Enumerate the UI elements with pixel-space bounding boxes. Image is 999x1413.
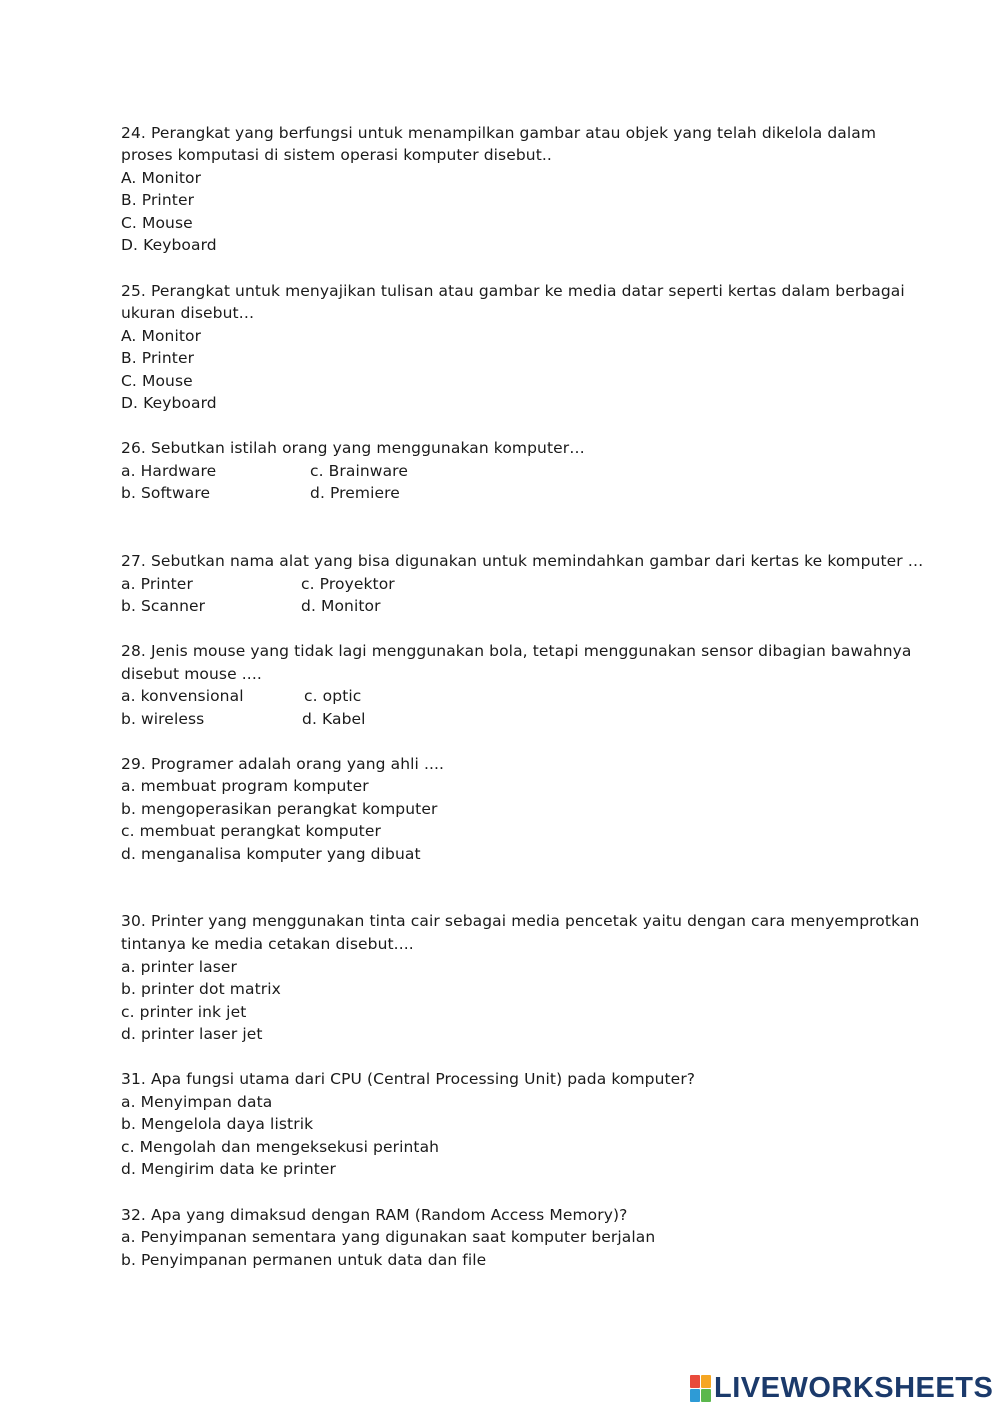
q25-option-d[interactable]: D. Keyboard [121, 394, 217, 412]
q25-option-c[interactable]: C. Mouse [121, 372, 193, 390]
q29-option-b[interactable]: b. mengoperasikan perangkat komputer [121, 800, 438, 818]
q30-option-c[interactable]: c. printer ink jet [121, 1003, 247, 1021]
q24-option-c[interactable]: C. Mouse [121, 214, 193, 232]
q24-option-a[interactable]: A. Monitor [121, 169, 202, 187]
q29-option-a[interactable]: a. membuat program komputer [121, 777, 369, 795]
logo-icon [690, 1375, 711, 1402]
q28-option-c[interactable]: c. optic [304, 687, 362, 705]
q31-text: 31. Apa fungsi utama dari CPU (Central Processing Unit) pada komputer? [121, 1070, 696, 1088]
q25-text: 25. Perangkat untuk menyajikan tulisan atau gambar ke media datar seperti kertas dalam berbagai [121, 282, 905, 300]
q24-text: 24. Perangkat yang berfungsi untuk menampilkan gambar atau objek yang telah dikelola dalam [121, 124, 877, 142]
q26-option-d[interactable]: d. Premiere [310, 484, 400, 502]
q25-option-a[interactable]: A. Monitor [121, 327, 202, 345]
q32-text: 32. Apa yang dimaksud dengan RAM (Random Access Memory)? [121, 1206, 628, 1224]
q27-option-a[interactable]: a. Printer [121, 575, 193, 593]
q24-option-d[interactable]: D. Keyboard [121, 236, 217, 254]
q27-option-d[interactable]: d. Monitor [301, 597, 381, 615]
q28-option-a[interactable]: a. konvensional [121, 687, 244, 705]
q25-text-cont: ukuran disebut… [121, 304, 255, 322]
q31-option-b[interactable]: b. Mengelola daya listrik [121, 1115, 314, 1133]
q24-option-b[interactable]: B. Printer [121, 191, 195, 209]
q31-option-c[interactable]: c. Mengolah dan mengeksekusi perintah [121, 1138, 440, 1156]
q29-option-d[interactable]: d. menganalisa komputer yang dibuat [121, 845, 421, 863]
q30-option-a[interactable]: a. printer laser [121, 958, 237, 976]
q26-text: 26. Sebutkan istilah orang yang menggunakan komputer… [121, 439, 585, 457]
q31-option-d[interactable]: d. Mengirim data ke printer [121, 1160, 337, 1178]
q31-option-a[interactable]: a. Menyimpan data [121, 1093, 273, 1111]
q26-option-c[interactable]: c. Brainware [310, 462, 408, 480]
q26-option-a[interactable]: a. Hardware [121, 462, 217, 480]
q27-text: 27. Sebutkan nama alat yang bisa digunakan untuk memindahkan gambar dari kertas ke komputer … [121, 552, 924, 570]
logo-square-1 [690, 1375, 700, 1388]
q30-option-b[interactable]: b. printer dot matrix [121, 980, 281, 998]
liveworksheets-logo [690, 1373, 993, 1403]
q30-text-cont: tintanya ke media cetakan disebut.... [121, 935, 414, 953]
q28-option-d[interactable]: d. Kabel [302, 710, 366, 728]
q32-option-b[interactable]: b. Penyimpanan permanen untuk data dan file [121, 1251, 487, 1269]
logo-square-2 [701, 1375, 711, 1388]
q28-option-b[interactable]: b. wireless [121, 710, 205, 728]
logo-text: LIVEWORKSHEETS [714, 1372, 994, 1404]
q27-option-b[interactable]: b. Scanner [121, 597, 206, 615]
q27-option-c[interactable]: c. Proyektor [301, 575, 395, 593]
q26-option-b[interactable]: b. Software [121, 484, 211, 502]
q32-option-a[interactable]: a. Penyimpanan sementara yang digunakan saat komputer berjalan [121, 1228, 656, 1246]
q30-option-d[interactable]: d. printer laser jet [121, 1025, 263, 1043]
logo-square-4 [701, 1389, 711, 1402]
q28-text-cont: disebut mouse .... [121, 665, 262, 683]
q29-option-c[interactable]: c. membuat perangkat komputer [121, 822, 381, 840]
q29-text: 29. Programer adalah orang yang ahli .... [121, 755, 445, 773]
logo-square-3 [690, 1389, 700, 1402]
q28-text: 28. Jenis mouse yang tidak lagi menggunakan bola, tetapi menggunakan sensor dibagian bawahnya [121, 642, 912, 660]
q24-text-cont: proses komputasi di sistem operasi komputer disebut.. [121, 146, 552, 164]
q25-option-b[interactable]: B. Printer [121, 349, 195, 367]
q30-text: 30. Printer yang menggunakan tinta cair sebagai media pencetak yaitu dengan cara menyemprotkan [121, 912, 920, 930]
